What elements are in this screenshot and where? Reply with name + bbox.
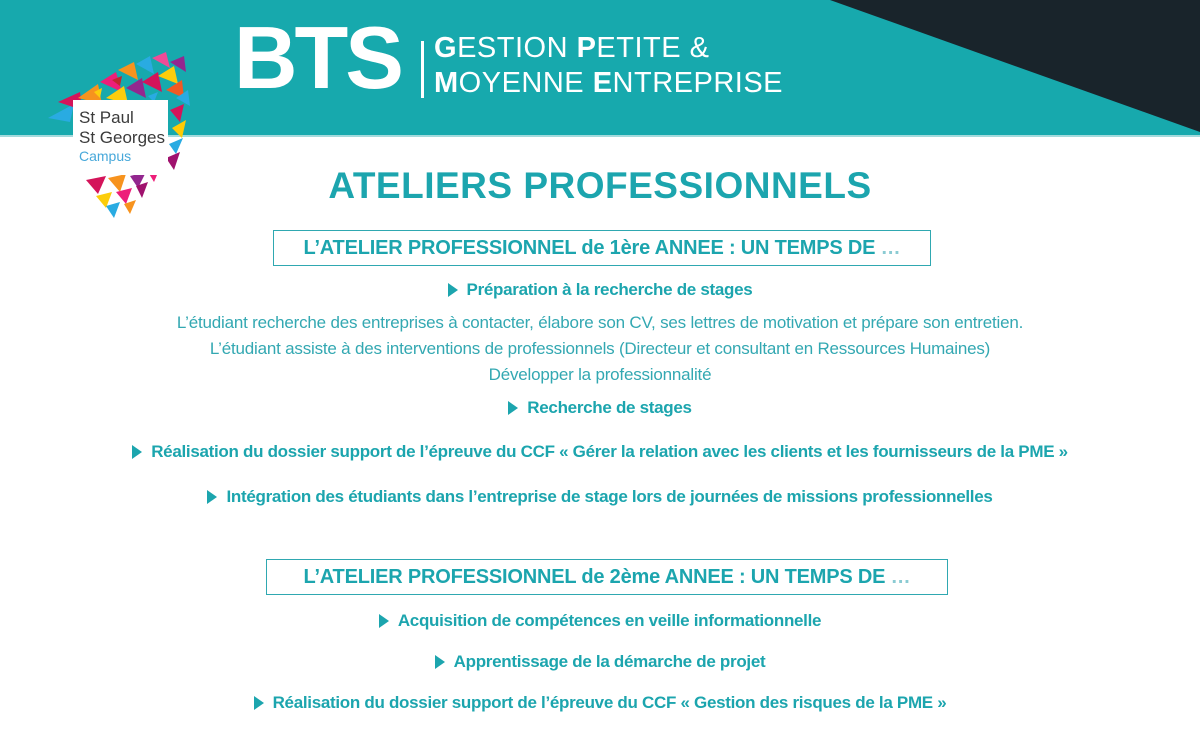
program-line-2: MOYENNE ENTREPRISE [434,67,784,99]
bullet-arrow-icon [207,490,217,504]
bullet-arrow-icon [379,614,389,628]
heading-ellipsis: … [880,237,901,259]
brand-bts: BTS [234,8,401,107]
program-name [434,31,783,101]
heading-ellipsis: … [890,566,911,588]
body-line: L’étudiant assiste à des interventions de professionnels (Directeur et consultant en Ressources Humaines) [209,339,991,358]
bullet-arrow-icon [132,445,142,459]
bullet-item [0,652,1200,672]
bullet-item [0,398,1200,418]
brand-separator [421,41,424,98]
bullet-item [0,442,1200,462]
section1-heading-box: L’ATELIER PROFESSIONNEL de 1ère ANNEE : UN TEMPS DE … [273,230,931,266]
bullet-label: Réalisation du dossier support de l’épreuve du CCF « Gestion des risques de la PME » [272,693,947,712]
bullet-label: Préparation à la recherche de stages [466,280,753,299]
bullet-arrow-icon [254,696,264,710]
corner-accent-shape [830,0,1200,132]
page-title: ATELIERS PROFESSIONNELS [328,165,872,206]
bullet-item [0,693,1200,713]
bullet-arrow-icon [508,401,518,415]
bullet-label: Réalisation du dossier support de l’épreuve du CCF « Gérer la relation avec les clients et les fournisseurs de la PME » [151,442,1068,461]
section2-heading-box: L’ATELIER PROFESSIONNEL de 2ème ANNEE : UN TEMPS DE … [266,559,948,595]
body-line: L’étudiant recherche des entreprises à contacter, élabore son CV, ses lettres de motivation et prépare son entretien. [176,313,1024,332]
logo-line-st-paul: St Paul [79,108,134,127]
bullet-label: Apprentissage de la démarche de projet [453,652,766,671]
program-line-1: GESTION PETITE & [434,32,710,64]
bullet-label: Acquisition de compétences en veille informationnelle [397,611,822,630]
bullet-label: Intégration des étudiants dans l’entreprise de stage lors de journées de missions professionnelles [226,487,993,506]
bullet-item [0,611,1200,631]
bullet-item [0,487,1200,507]
logo-line-st-georges: St Georges [79,128,165,147]
body-line: Développer la professionnalité [488,365,712,384]
bullet-arrow-icon [435,655,445,669]
bullet-item [0,280,1200,300]
logo-line-campus: Campus [79,148,132,164]
bullet-label: Recherche de stages [527,398,692,417]
bullet-arrow-icon [448,283,458,297]
